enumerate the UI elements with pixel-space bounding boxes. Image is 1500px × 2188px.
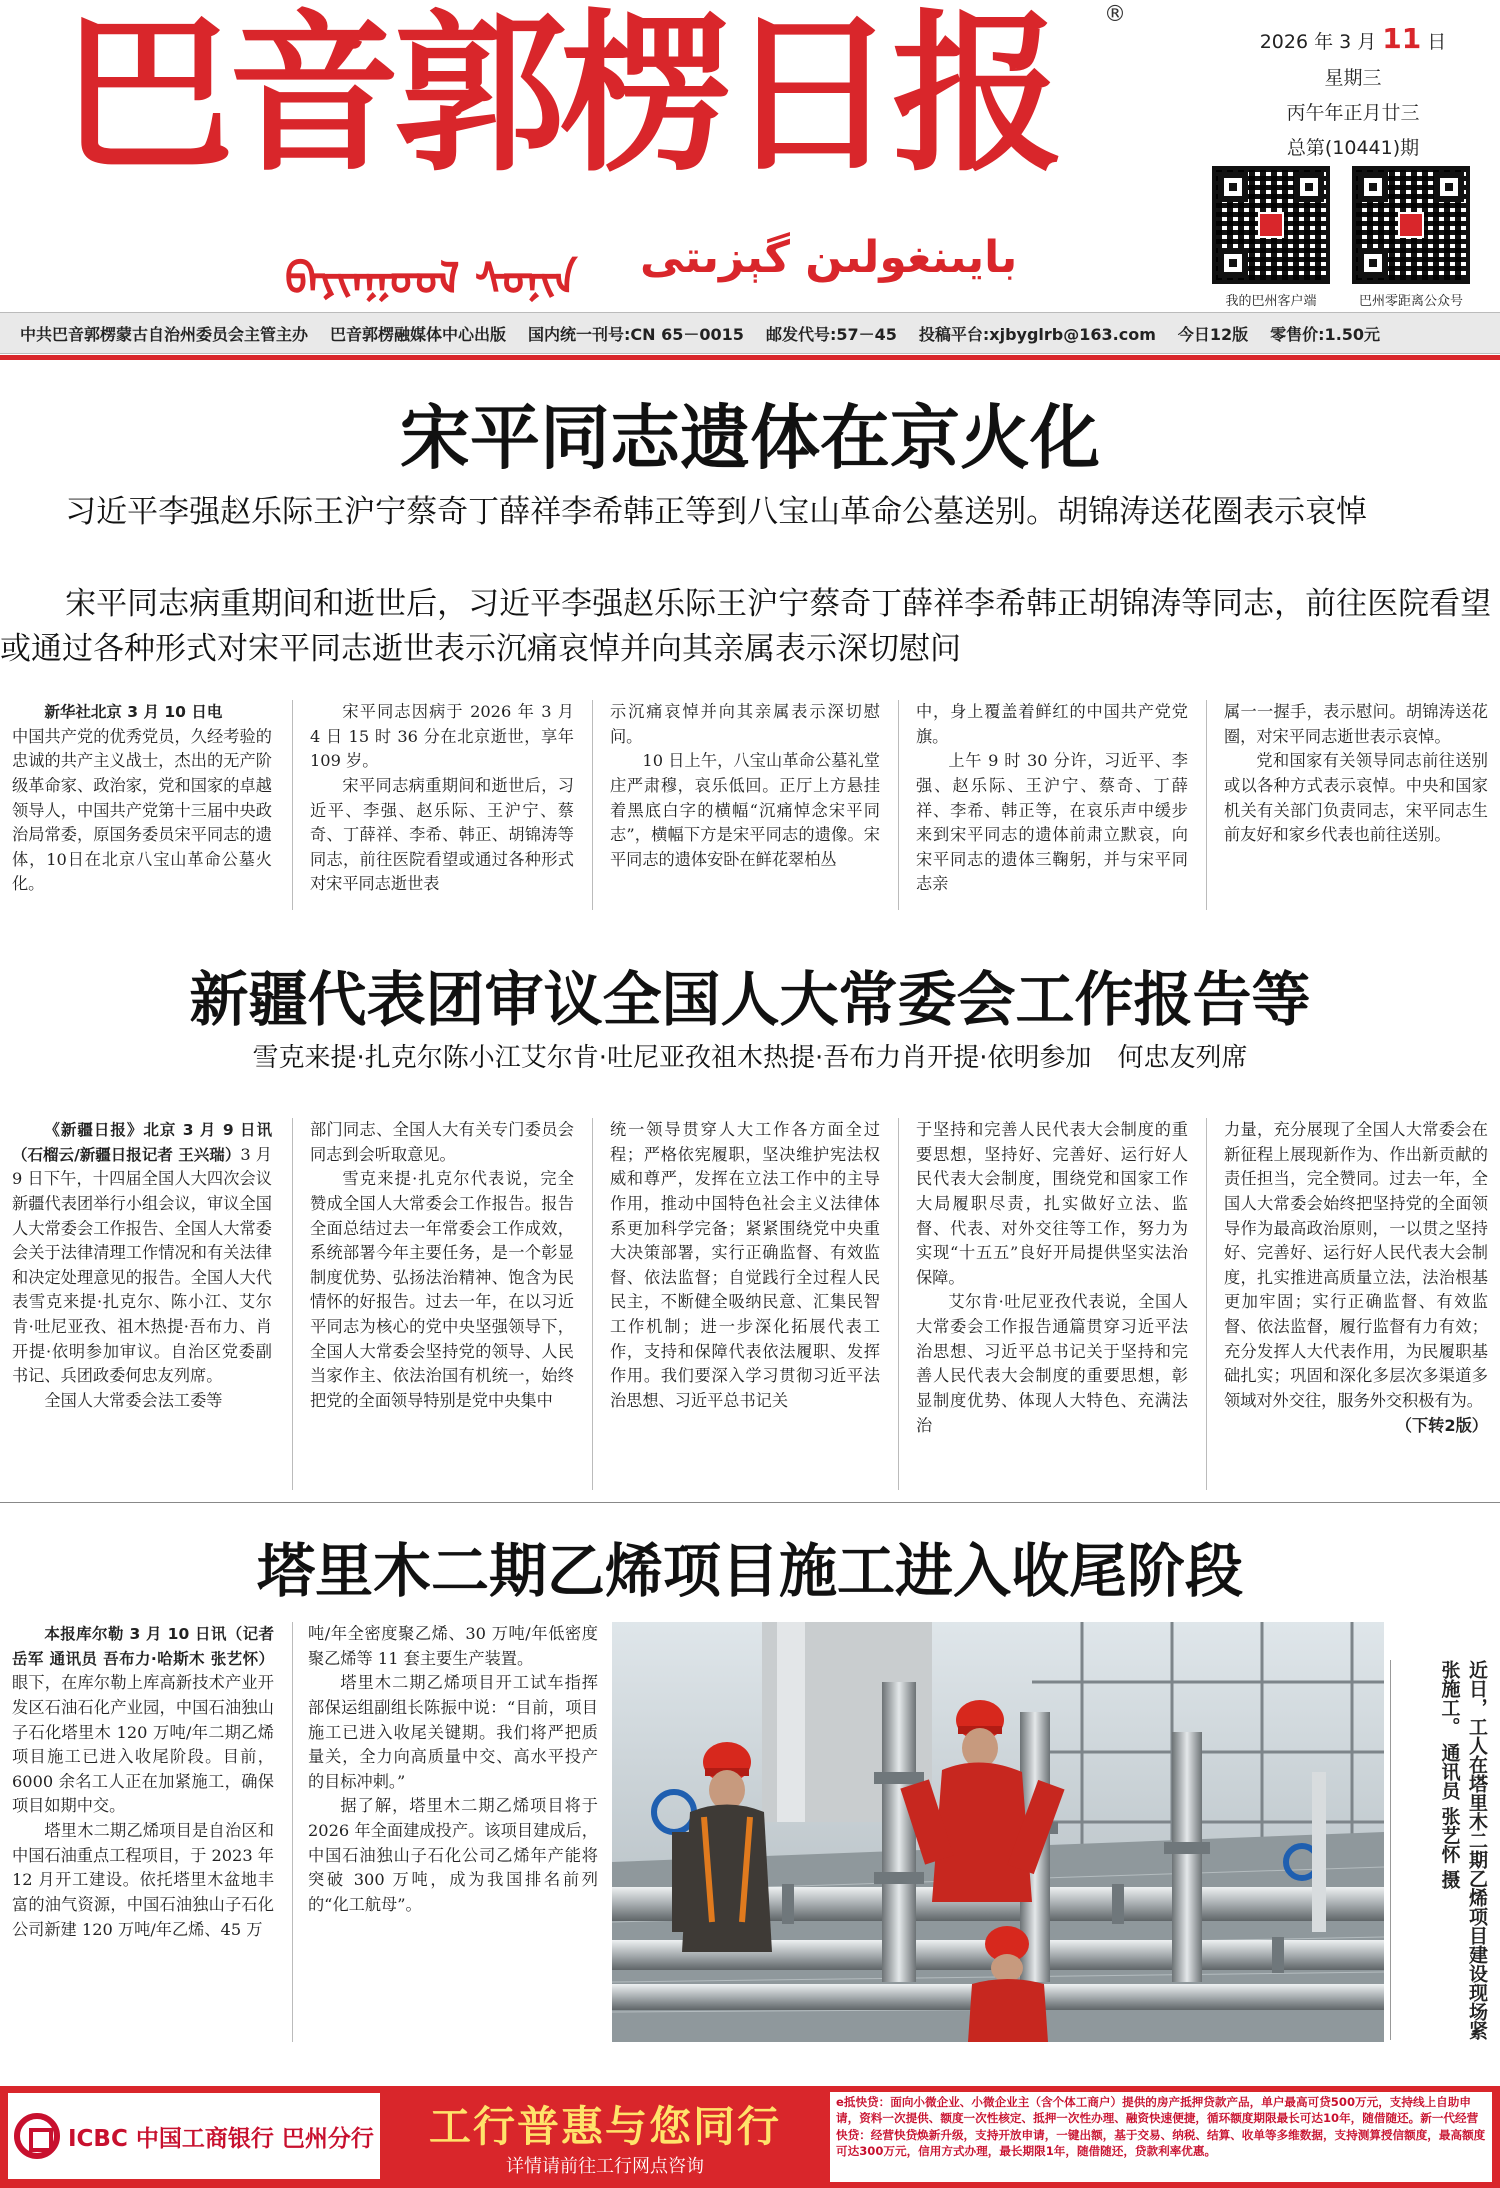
story2-paragraph: 艾尔肯·吐尼亚孜代表说，全国人大常委会工作报告通篇贯穿习近平法治思想、习近平总书记关于坚持和完善人民代表大会制度的重要思想，彰显制度优势、体现人大特色、充满法治 xyxy=(916,1292,1188,1435)
uyghur-title: بايىنغولىن گېزىتى xyxy=(640,232,1018,283)
info-pages: 今日12版 xyxy=(1177,324,1249,344)
story1-paragraph: 党和国家有关领导同志前往送别或以各种方式表示哀悼。中央和国家机关有关部门负责同志，宋平同志生前友好和家乡代表也前往送别。 xyxy=(1224,751,1488,845)
story2-column-3 xyxy=(610,1118,880,1496)
section-divider xyxy=(0,1502,1500,1503)
qr-code-client[interactable] xyxy=(1212,166,1330,284)
column-divider xyxy=(592,700,593,910)
story1-paragraph: 宋平同志病重期间和逝世后，习近平、李强、赵乐际、王沪宁、蔡奇、丁薛祥、李希、韩正、胡锦涛等同志，前往医院看望或通过各种形式对宋平同志逝世表 xyxy=(310,775,574,894)
story2-headline: 新疆代表团审议全国人大常委会工作报告等 xyxy=(189,965,1311,1034)
weekday: 星期三 xyxy=(1324,67,1382,89)
story2-column-4 xyxy=(916,1118,1188,1496)
icbc-logo-box xyxy=(8,2093,380,2179)
story2-dateline: 《新疆日报》北京 3 月 9 日讯（石榴云/新疆日报记者 王兴瑞） xyxy=(12,1121,272,1164)
info-publisher: 巴音郭楞融媒体中心出版 xyxy=(330,324,507,344)
icbc-brand-name: ICBC 中国工商银行 巴州分行 xyxy=(68,2125,374,2152)
story2-paragraph: 部门同志、全国人大有关专门委员会同志到会听取意见。 xyxy=(310,1120,574,1164)
issue-number: 总第(10441)期 xyxy=(1286,137,1420,159)
ad-product-text: e抵快贷：面向小微企业、小微企业主（含个体工商户）提供的房产抵押贷款产品，单户最高可贷500万元，支持线上自助申请，资料一次提供、额度一次性核定、抵押一次性办理、融资快速便捷，循环额度期限最长可达10年，随借随还。新一代经营快贷：经营快贷焕新升级，支持开放申请，一键出额，基于交易、纳税、结算、收单等多维数据，支持测算授信额度，最高额度可达300万元，信用方式办理，最长期限1年，随借随还，贷款利率优惠。 xyxy=(830,2092,1492,2182)
story1-paragraph: 属一一握手，表示慰问。胡锦涛送花圈，对宋平同志逝世表示哀悼。 xyxy=(1224,702,1488,746)
qr-caption-client: 我的巴州客户端 xyxy=(1225,294,1317,309)
story1-paragraph: 示沉痛哀悼并向其亲属表示深切慰问。 xyxy=(610,702,880,746)
story1-paragraph: 10 日上午，八宝山革命公墓礼堂庄严肃穆，哀乐低回。正厅上方悬挂着黑底白字的横幅“沉痛悼念宋平同志”，横幅下方是宋平同志的遗像。宋平同志的遗体安卧在鲜花翠柏丛 xyxy=(610,751,880,869)
qr-corner xyxy=(1218,172,1248,202)
photo-caption: 近日，工人在塔里木二期乙烯项目建设现场紧张施工。 通讯员 张艺怀 摄 xyxy=(1390,1660,1490,2040)
story3-column-2 xyxy=(308,1622,598,2046)
lunar-date: 丙午年正月廿三 xyxy=(1286,102,1420,124)
story1-paragraph: 中，身上覆盖着鲜红的中国共产党党旗。 xyxy=(916,702,1188,746)
story1-column-5 xyxy=(1224,700,1488,916)
date-day: 11 xyxy=(1382,22,1422,55)
column-divider xyxy=(1206,700,1207,910)
column-divider xyxy=(292,1622,293,2042)
story1-paragraph: 宋平同志因病于 2026 年 3 月 4 日 15 时 36 分在北京逝世，享年 109 岁。 xyxy=(310,702,574,771)
story3-column-1 xyxy=(12,1622,274,2046)
story2-paragraph: 全国人大常委会法工委等 xyxy=(44,1390,223,1410)
story2-paragraph: 雪克来提·扎克尔代表说，完全赞成全国人大常委会工作报告。报告全面总结过去一年常委会工作成效，系统部署今年主要任务，是一个彰显制度优势、弘扬法治精神、饱含为民情怀的好报告。过去一年，在以习近平同志为核心的党中央坚强领导下，全国人大常委会坚持党的领导、人民当家作主、依法治国有机统一，始终把党的全面领导特别是党中央集中 xyxy=(310,1169,574,1410)
column-divider xyxy=(898,1118,899,1490)
column-divider xyxy=(292,700,293,910)
story1-column-2 xyxy=(310,700,574,916)
construction-site-illustration xyxy=(612,1622,1384,2042)
story1-column-1 xyxy=(12,700,272,916)
ad-subtitle: 详情请前往工行网点咨询 xyxy=(506,2156,704,2177)
ad-slogan: 工行普惠与您同行 xyxy=(428,2102,781,2151)
info-sponsor: 中共巴音郭楞蒙古自治州委员会主管主办 xyxy=(20,324,309,344)
continued-on-page-2[interactable]: （下转2版） xyxy=(1395,1415,1488,1435)
column-divider xyxy=(898,700,899,910)
qr-corner xyxy=(1294,172,1324,202)
masthead-title: 巴音郭楞日报 xyxy=(62,0,1058,195)
qr-logo-icon xyxy=(1398,212,1424,238)
story1-paragraph: 上午 9 时 30 分许，习近平、李强、赵乐际、王沪宁、蔡奇、丁薛祥、李希、韩正等，在哀乐声中缓步来到宋平同志的遗体前肃立默哀，向宋平同志的遗体三鞠躬，并与宋平同志亲 xyxy=(916,751,1188,894)
story1-dateline: 新华社北京 3 月 10 日电 xyxy=(44,703,223,721)
qr-code-wechat[interactable] xyxy=(1352,166,1470,284)
qr-corner xyxy=(1218,248,1248,278)
qr-corner xyxy=(1434,172,1464,202)
info-submission-email: 投稿平台:xjbyglrb@163.com xyxy=(918,324,1156,344)
story3-paragraph: 据了解，塔里木二期乙烯项目将于 2026 年全面建成投产。该项目建成后，中国石油独山子石化公司乙烯年产能将突破 300 万吨，成为我国排名前列的“化工航母”。 xyxy=(308,1796,598,1914)
info-price: 零售价:1.50元 xyxy=(1270,324,1381,344)
info-cn-number: 国内统一刊号:CN 65－0015 xyxy=(528,324,744,344)
info-postal-code: 邮发代号:57－45 xyxy=(765,324,897,344)
registered-mark: ® xyxy=(1104,2,1126,27)
publication-info-bar xyxy=(0,312,1500,354)
story2-paragraph: 3 月 9 日下午，十四届全国人大四次会议新疆代表团举行小组会议，审议全国人大常委会工作报告、全国人大常委会关于法律清理工作情况和有关法律和决定处理意见的报告。全国人大代表雪克来提·扎克尔、陈小江、艾尔肯·吐尼亚孜、祖木热提·吾布力、肖开提·依明参加审议。自治区党委副书记、兵团政委何忠友列席。 xyxy=(12,1144,272,1386)
qr-logo-icon xyxy=(1258,212,1284,238)
story1-column-3 xyxy=(610,700,880,916)
date-prefix: 2026 年 3 月 xyxy=(1259,31,1383,53)
column-divider xyxy=(1206,1118,1207,1490)
story2-paragraph: 统一领导贯穿人大工作各方面全过程；严格依宪履职，坚决维护宪法权威和尊严，发挥在立法工作中的主导作用，推动中国特色社会主义法律体系更加科学完备；紧紧围绕党中央重大决策部署，实行正确监督、有效监督、依法监督；自觉践行全过程人民民主，不断健全吸纳民意、汇集民智工作机制；进一步深化拓展代表工作，支持和保障代表依法履职、发挥作用。我们要深入学习贯彻习近平法治思想、习近平总书记关 xyxy=(610,1120,880,1410)
story2-column-1 xyxy=(12,1118,272,1496)
story1-subhead-1: 习近平李强赵乐际王沪宁蔡奇丁薛祥李希韩正等到八宝山革命公墓送别。胡锦涛送花圈表示哀悼 xyxy=(65,494,1368,530)
story3-paragraph: 塔里木二期乙烯项目开工试车指挥部保运组副组长陈振中说：“目前，项目施工已进入收尾关键期。我们将严把质量关，全力向高质量中交、高水平投产的目标冲刺。” xyxy=(308,1673,598,1791)
date-block xyxy=(1228,22,1478,160)
story2-paragraph: 于坚持和完善人民代表大会制度的重要思想，坚持好、完善好、运行好人民代表大会制度，围绕党和国家工作大局履职尽责，扎实做好立法、监督、代表、对外交往等工作，努力为实现“十五五”良好开局提供坚实法治保障。 xyxy=(916,1120,1188,1287)
story2-subhead: 雪克来提·扎克尔陈小江艾尔肯·吐尼亚孜祖木热提·吾布力肖开提·依明参加 何忠友列席 xyxy=(252,1043,1248,1073)
story1-headline: 宋平同志遗体在京火化 xyxy=(400,397,1100,479)
story2-column-2 xyxy=(310,1118,574,1496)
story3-headline: 塔里木二期乙烯项目施工进入收尾阶段 xyxy=(256,1537,1243,1605)
story1-paragraph: 中国共产党的优秀党员，久经考验的忠诚的共产主义战士，杰出的无产阶级革命家、政治家，党和国家的卓越领导人，中国共产党第十三届中央政治局常委，原国务委员宋平同志的遗体，10日在北京八宝山革命公墓火化。 xyxy=(12,726,272,894)
story3-paragraph: 塔里木二期乙烯项目是自治区和中国石油重点工程项目，于 2023 年 12 月开工建设。依托塔里木盆地丰富的油气资源，中国石油独山子石化公司新建 120 万吨/年乙烯、45 万 xyxy=(12,1821,274,1939)
qr-caption-wechat: 巴州零距离公众号 xyxy=(1358,294,1463,309)
date-suffix: 日 xyxy=(1421,31,1447,53)
story2-column-5 xyxy=(1224,1118,1488,1496)
column-divider xyxy=(592,1118,593,1490)
story2-paragraph: 力量，充分展现了全国人大常委会在新征程上展现新作为、作出新贡献的责任担当，完全赞同。过去一年，全国人大常委会始终把坚持党的全面领导作为最高政治原则，一以贯之坚持好、完善好、运行好人民代表大会制度，扎实推进高质量立法，法治根基更加牢固；实行正确监督、有效监督、依法监督，履行监督有力有效；充分发挥人大代表作用，为民履职基础扎实；巩固和深化多层次多渠道多领域对外交往，服务外交积极有为。 xyxy=(1224,1120,1488,1410)
story3-dateline: 本报库尔勒 3 月 10 日讯（记者 岳军 通讯员 吾布力·哈斯木 张艺怀） xyxy=(12,1625,274,1668)
story1-column-4 xyxy=(916,700,1188,916)
mongolian-title: ᠪᠠᠶᠢᠨᠭᠣᠣᠯ ᠰᠣᠨᠢᠨ xyxy=(285,254,578,305)
construction-site-photo xyxy=(612,1622,1384,2042)
icbc-logo-icon xyxy=(14,2113,60,2159)
column-divider xyxy=(292,1118,293,1490)
story1-subhead-2: 宋平同志病重期间和逝世后，习近平李强赵乐际王沪宁蔡奇丁薛祥李希韩正胡锦涛等同志，前往医院看望或通过各种形式对宋平同志逝世表示沉痛哀悼并向其亲属表示深切慰问 xyxy=(0,586,1492,667)
story3-paragraph: 眼下，在库尔勒上库高新技术产业开发区石油石化产业园，中国石油独山子石化塔里木 120 万吨/年二期乙烯项目施工已进入收尾阶段。目前，6000 余名工人正在加紧施工，确保项目如期中交。 xyxy=(12,1673,274,1816)
red-divider xyxy=(0,355,1500,360)
qr-corner xyxy=(1358,172,1388,202)
story3-paragraph: 吨/年全密度聚乙烯、30 万吨/年低密度聚乙烯等 11 套主要生产装置。 xyxy=(308,1624,598,1668)
issue-date xyxy=(1228,22,1478,55)
qr-corner xyxy=(1358,248,1388,278)
